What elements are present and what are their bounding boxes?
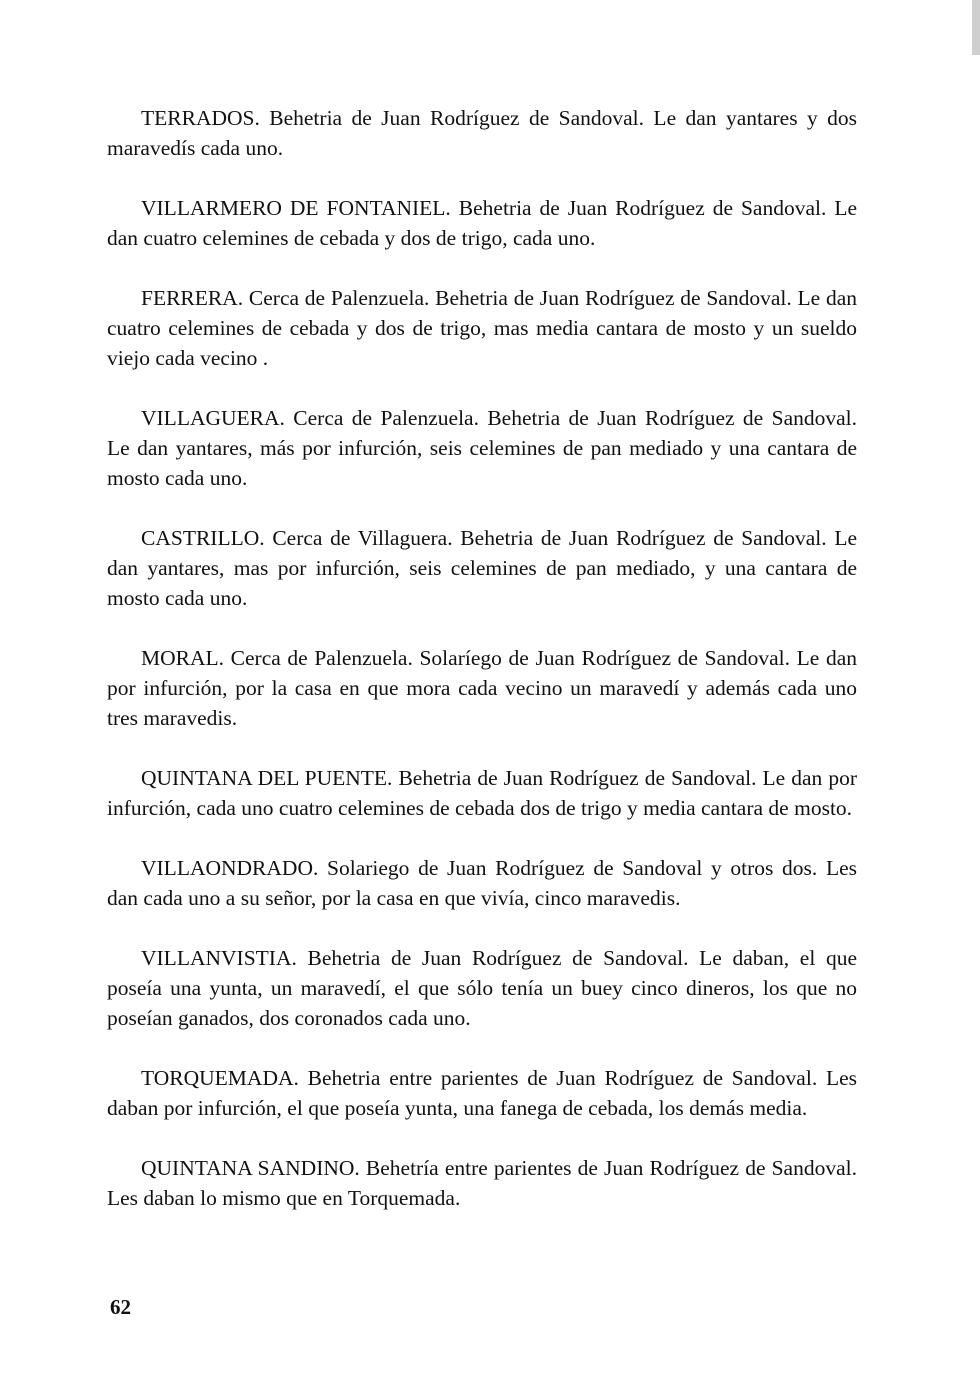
entry-villaondrado: VILLAONDRADO. Solariego de Juan Rodríguez de Sandoval y otros dos. Les dan cada uno a su señor, por la casa en que vivía, cinco maravedis. (107, 856, 857, 910)
entry-ferrera: FERRERA. Cerca de Palenzuela. Behetria de Juan Rodríguez de Sandoval. Le dan cuatro celemines de cebada y dos de trigo, mas media cantara de mosto y un sueldo viejo cada vecino . (107, 286, 857, 370)
entry-villaguera: VILLAGUERA. Cerca de Palenzuela. Behetria de Juan Rodríguez de Sandoval. Le dan yantares, más por infurción, seis celemines de pan mediado y una cantara de mosto cada uno. (107, 406, 857, 490)
page-number: 62 (110, 1295, 131, 1319)
text-body (107, 103, 857, 1243)
entry-quintana-del-puente: QUINTANA DEL PUENTE. Behetria de Juan Rodríguez de Sandoval. Le dan por infurción, cada uno cuatro celemines de cebada dos de trigo y media cantara de mosto. (107, 766, 857, 820)
entry-villarmero-de-fontaniel: VILLARMERO DE FONTANIEL. Behetria de Juan Rodríguez de Sandoval. Le dan cuatro celemines de cebada y dos de trigo, cada uno. (107, 196, 857, 250)
entry-quintana-sandino: QUINTANA SANDINO. Behetría entre parientes de Juan Rodríguez de Sandoval. Les daban lo mismo que en Torquemada. (107, 1156, 857, 1210)
entry-torquemada: TORQUEMADA. Behetria entre parientes de Juan Rodríguez de Sandoval. Les daban por infurción, el que poseía yunta, una fanega de cebada, los demás media. (107, 1066, 857, 1120)
scan-edge-mark (972, 0, 980, 55)
entry-castrillo: CASTRILLO. Cerca de Villaguera. Behetria de Juan Rodríguez de Sandoval. Le dan yantares, mas por infurción, seis celemines de pan mediado, y una cantara de mosto cada uno. (107, 526, 857, 610)
entry-terrados: TERRADOS. Behetria de Juan Rodríguez de Sandoval. Le dan yantares y dos maravedís cada uno. (107, 106, 857, 160)
entry-villanvistia: VILLANVISTIA. Behetria de Juan Rodríguez de Sandoval. Le daban, el que poseía una yunta, un maravedí, el que sólo tenía un buey cinco dineros, los que no poseían ganados, dos coronados cada uno. (107, 946, 857, 1030)
entry-moral: MORAL. Cerca de Palenzuela. Solaríego de Juan Rodríguez de Sandoval. Le dan por infurción, por la casa en que mora cada vecino un maravedí y además cada uno tres maravedis. (107, 646, 857, 730)
